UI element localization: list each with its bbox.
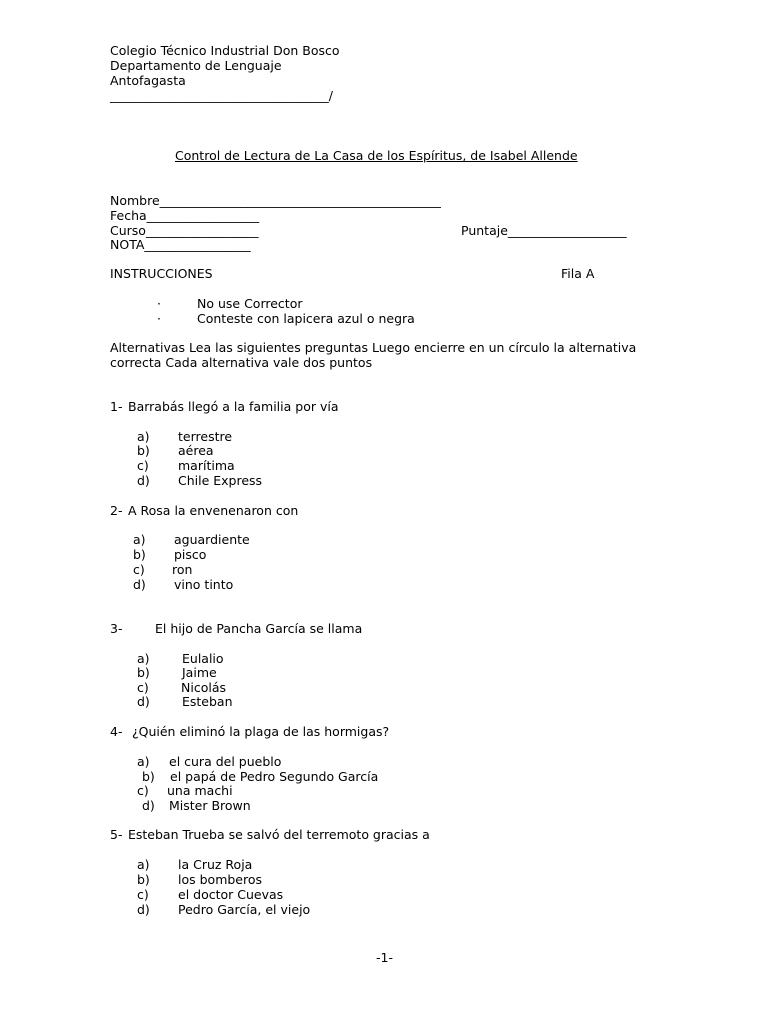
alternatives-text-line-2: correcta Cada alternativa vale dos puntos (110, 355, 373, 370)
option-letter: d) (142, 798, 155, 813)
bullet-icon: · (157, 296, 161, 311)
option-letter: d) (137, 694, 150, 709)
option-text: una machi (167, 783, 233, 798)
option-text: Eulalio (182, 651, 224, 666)
option-text: Pedro García, el viejo (178, 902, 311, 917)
question-text: El hijo de Pancha García se llama (155, 621, 363, 636)
option-letter: c) (137, 458, 149, 473)
question-number: 4- (110, 724, 123, 739)
option-text: Nicolás (181, 680, 226, 695)
instructions-heading: INSTRUCCIONES (110, 266, 213, 281)
option-text: aguardiente (174, 532, 250, 547)
option-letter: a) (137, 857, 150, 872)
option-letter: b) (142, 769, 155, 784)
instruction-item: Conteste con lapicera azul o negra (197, 311, 415, 326)
option-text: el cura del pueblo (169, 754, 282, 769)
alternatives-text-line-1: Alternativas Lea las siguientes preguntas Luego encierre en un círculo la alternativa (110, 340, 637, 355)
date-field: Fecha__________________ (110, 208, 260, 223)
option-text: vino tinto (174, 577, 234, 592)
bullet-icon: · (157, 311, 161, 326)
option-letter: c) (137, 680, 149, 695)
school-name: Colegio Técnico Industrial Don Bosco (110, 43, 340, 58)
option-text: Chile Express (178, 473, 263, 488)
question-number: 2- (110, 503, 123, 518)
option-letter: d) (137, 473, 150, 488)
document-title: Control de Lectura de La Casa de los Espíritus, de Isabel Allende (175, 148, 578, 163)
question-text: ¿Quién eliminó la plaga de las hormigas? (132, 724, 390, 739)
question-number: 5- (110, 827, 123, 842)
option-letter: b) (133, 547, 146, 562)
option-letter: a) (133, 532, 146, 547)
course-field: Curso__________________ (110, 223, 259, 238)
question-number: 3- (110, 621, 123, 636)
option-text: la Cruz Roja (178, 857, 253, 872)
option-letter: c) (137, 887, 149, 902)
department-name: Departamento de Lenguaje (110, 58, 282, 73)
city-name: Antofagasta (110, 73, 186, 88)
question-text: Esteban Trueba se salvó del terremoto gracias a (128, 827, 430, 842)
option-text: Mister Brown (169, 798, 251, 813)
question-text: A Rosa la envenenaron con (128, 503, 299, 518)
page-number: -1- (376, 950, 393, 965)
option-text: el doctor Cuevas (178, 887, 284, 902)
question-number: 1- (110, 399, 123, 414)
option-text: los bomberos (178, 872, 263, 887)
name-field: Nombre_____________________________________________ (110, 193, 441, 208)
score-field: Puntaje___________________ (461, 223, 627, 238)
question-text: Barrabás llegó a la familia por vía (128, 399, 339, 414)
instruction-item: No use Corrector (197, 296, 303, 311)
option-letter: a) (137, 754, 150, 769)
option-text: Jaime (182, 665, 217, 680)
grade-field: NOTA_________________ (110, 237, 251, 252)
option-text: marítima (178, 458, 235, 473)
option-text: el papá de Pedro Segundo García (170, 769, 379, 784)
option-letter: c) (133, 562, 145, 577)
option-text: pisco (174, 547, 207, 562)
option-letter: b) (137, 443, 150, 458)
option-text: Esteban (182, 694, 233, 709)
option-text: ron (172, 562, 193, 577)
row-label: Fila A (561, 266, 595, 281)
option-letter: b) (137, 665, 150, 680)
option-letter: a) (137, 651, 150, 666)
option-letter: d) (137, 902, 150, 917)
option-letter: d) (133, 577, 146, 592)
header-line: ___________________________________/ (110, 88, 333, 103)
option-letter: c) (137, 783, 149, 798)
option-letter: a) (137, 429, 150, 444)
option-text: terrestre (178, 429, 233, 444)
option-letter: b) (137, 872, 150, 887)
option-text: aérea (178, 443, 214, 458)
